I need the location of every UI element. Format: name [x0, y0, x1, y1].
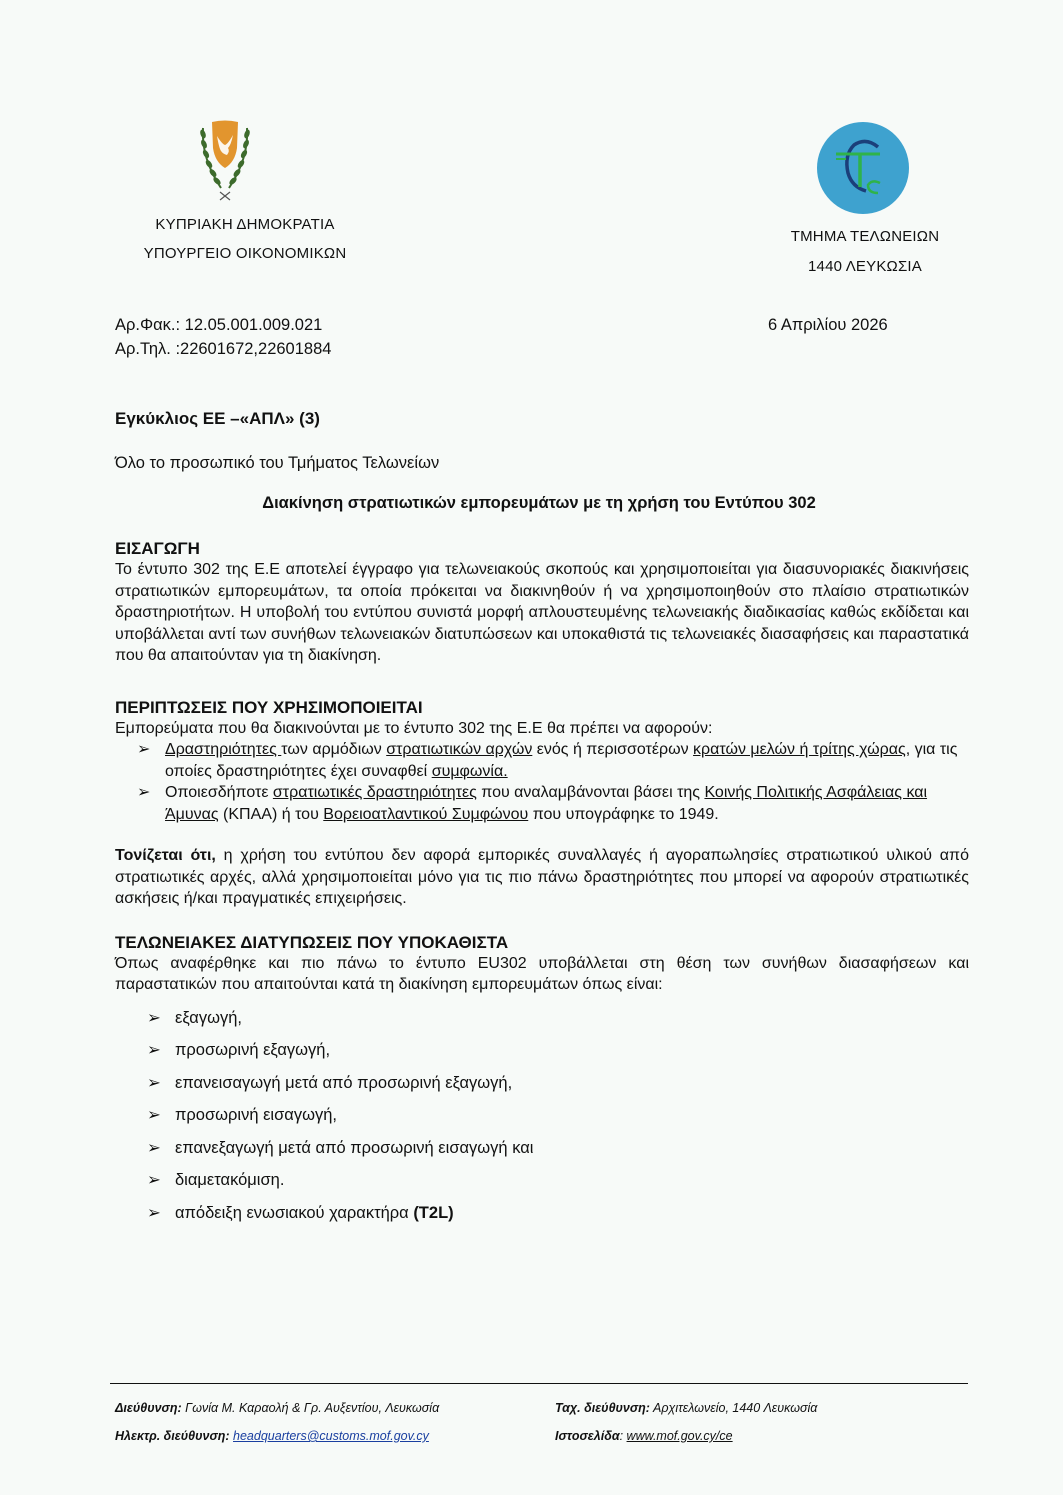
arrow-bullet-icon: ➢ [147, 1106, 161, 1124]
formalities-list [147, 1008, 847, 1236]
emphasis-text: η χρήση του εντύπου δεν αφορά εμπορικές συναλλαγές ή αγοραπωλησίες στρατιωτικού υλικού από στρατιωτικές αρχές, αλλά χρησιμοποιείται μόνο για τις πιο πάνω δραστηριότητες που μπορεί να αφορούν στρατιωτικές ασκήσεις ή/και πραγματικές επιχειρήσεις. [115, 847, 969, 907]
formalities-lead: Όπως αναφέρθηκε και πιο πάνω το έντυπο EU302 υποβάλλεται στη θέση των συνήθων διασαφήσεων και παραστατικών που απαιτούνται κατά τη διακίνηση εμπορευμάτων όπως είναι: [115, 954, 969, 993]
list-item [147, 1138, 847, 1171]
text-span: ενός ή περισσοτέρων [532, 741, 694, 758]
text-span: που υπογράφηκε το 1949. [528, 805, 719, 823]
republic-name: ΚΥΠΡΙΑΚΗ ΔΗΜΟΚΡΑΤΙΑ [155, 216, 335, 233]
department-name: ΤΜΗΜΑ ΤΕΛΩΝΕΙΩΝ [790, 228, 940, 245]
footer-address-label: Διεύθυνση: [115, 1401, 182, 1415]
underlined-term: στρατιωτικές δραστηριότητες [272, 784, 477, 801]
list-item-bold: (T2L) [413, 1203, 454, 1222]
footer-right-column [555, 1394, 965, 1450]
ministry-name: ΥΠΟΥΡΓΕΙΟ ΟΙΚΟΝΟΜΙΚΩΝ [143, 245, 347, 262]
list-item [147, 1170, 847, 1203]
cases-heading: ΠΕΡΙΠΤΩΣΕΙΣ ΠΟΥ ΧΡΗΣΙΜΟΠΟΙΕΙΤΑΙ [115, 697, 423, 717]
emphasis-bold: Τονίζεται ότι, [115, 847, 216, 864]
intro-paragraph: Το έντυπο 302 της Ε.Ε αποτελεί έγγραφο για τελωνειακούς σκοπούς και χρησιμοποιείται για διασυνοριακές διακινήσεις στρατιωτικών εμπορευμάτων, τα οποία πρόκειται να διακινηθούν ή να χρησιμοποιηθούν στο πλαίσιο στρατιωτικών δραστηριοτήτων. Η υποβολή του εντύπου συνιστά μορφή απλουστευμένης τελωνειακής διαδικασίας καθώς εκδίδεται και υποβάλλεται αντί των συνήθων τελωνειακών διατυπώσεων και υποκαθιστά τις τελωνειακές διασαφήσεις και παραστατικά που θα απαιτούνταν για τη διακίνηση. [115, 561, 969, 664]
underlined-term: συμφωνία. [431, 762, 508, 780]
list-item-text: προσωρινή εξαγωγή, [175, 1041, 331, 1059]
list-item-text: επανεξαγωγή μετά από προσωρινή εισαγωγή και [175, 1138, 534, 1157]
emphasis-paragraph [115, 845, 969, 910]
footer-website [555, 1422, 965, 1450]
phone-reference: Αρ.Τηλ. :22601672,22601884 [115, 340, 332, 358]
website-link[interactable]: www.mof.gov.cy/ce [626, 1429, 733, 1443]
footer-website-label: Ιστοσελίδα [555, 1429, 620, 1443]
arrow-bullet-icon: ➢ [147, 1203, 161, 1222]
recipient: Όλο το προσωπικό του Τμήματος Τελωνείων [115, 454, 440, 472]
text-span: (ΚΠΑΑ) ή του [218, 805, 324, 823]
list-item-text: διαμετακόμιση. [175, 1171, 285, 1189]
underlined-term: στρατιωτικών αρχών [386, 741, 533, 758]
cases-bullet-1 [137, 739, 969, 782]
underlined-term: Δραστηριότητες [165, 741, 282, 758]
footer-address [115, 1394, 555, 1422]
email-link[interactable]: headquarters@customs.mof.gov.cy [233, 1429, 429, 1443]
underlined-term: Βορειοατλαντικού Συμφώνου [323, 805, 529, 823]
text-span: που αναλαμβάνονται βάσει της [476, 784, 705, 801]
list-item-text: απόδειξη ενωσιακού χαρακτήρα [175, 1203, 414, 1222]
document-date: 6 Απριλίου 2026 [768, 316, 888, 334]
customs-department-logo-icon [816, 121, 910, 215]
list-item [147, 1105, 847, 1138]
footer-left-column [110, 1394, 555, 1450]
cases-lead: Εμπορεύματα που θα διακινούνται με το έντυπο 302 της Ε.Ε θα πρέπει να αφορούν: [115, 719, 713, 737]
text-span: , για τις οποίες δραστηριότητες έχει συναφθεί [165, 741, 958, 780]
arrow-bullet-icon: ➢ [147, 1171, 161, 1189]
list-item [147, 1040, 847, 1073]
arrow-bullet-icon: ➢ [147, 1041, 161, 1059]
footer-email-label: Ηλεκτρ. διεύθυνση: [115, 1429, 230, 1443]
footer-postal-label: Ταχ. διεύθυνση: [555, 1401, 650, 1415]
formalities-heading: ΤΕΛΩΝΕΙΑΚΕΣ ΔΙΑΤΥΠΩΣΕΙΣ ΠΟΥ ΥΠΟΚΑΘΙΣΤΑ [115, 932, 509, 952]
arrow-bullet-icon: ➢ [147, 1008, 161, 1027]
document-body [115, 400, 969, 1235]
subject-title: Διακίνηση στρατιωτικών εμπορευμάτων με τη χρήση του Εντύπου 302 [262, 494, 816, 512]
list-item-text: εξαγωγή, [175, 1008, 242, 1027]
list-item [147, 1008, 847, 1041]
list-item [147, 1203, 847, 1236]
footer-website-sep: : [619, 1429, 627, 1443]
list-item-text: προσωρινή εισαγωγή, [175, 1106, 337, 1124]
arrow-bullet-icon: ➢ [137, 741, 151, 758]
department-address: 1440 ΛΕΥΚΩΣΙΑ [807, 258, 922, 275]
footer [110, 1383, 968, 1450]
cases-bullet-2 [137, 782, 969, 825]
text-span: των αρμόδιων [281, 741, 387, 758]
underlined-term: Κοινής Πολιτικής Ασφάλειας και Άμυνας [165, 784, 928, 823]
file-reference: Αρ.Φακ.: 12.05.001.009.021 [115, 316, 323, 334]
arrow-bullet-icon: ➢ [147, 1138, 161, 1157]
text-span: Οποιεσδήποτε [165, 784, 273, 801]
footer-email [115, 1422, 555, 1450]
arrow-bullet-icon: ➢ [147, 1073, 161, 1092]
footer-postal [555, 1394, 965, 1422]
circular-title: Εγκύκλιος ΕΕ –«ΑΠΛ» (3) [115, 409, 320, 428]
cyprus-coat-of-arms-icon [195, 118, 255, 203]
arrow-bullet-icon: ➢ [137, 784, 151, 801]
underlined-term: κρατών μελών ή τρίτης χώρας [693, 741, 906, 758]
list-item-text: επανεισαγωγή μετά από προσωρινή εξαγωγή, [175, 1073, 513, 1092]
footer-postal-value: Αρχιτελωνείο, 1440 Λευκωσία [649, 1401, 818, 1415]
list-item [147, 1073, 847, 1106]
footer-address-value: Γωνία Μ. Καραολή & Γρ. Αυξεντίου, Λευκωσία [181, 1401, 440, 1415]
intro-heading: ΕΙΣΑΓΩΓΗ [115, 539, 200, 558]
